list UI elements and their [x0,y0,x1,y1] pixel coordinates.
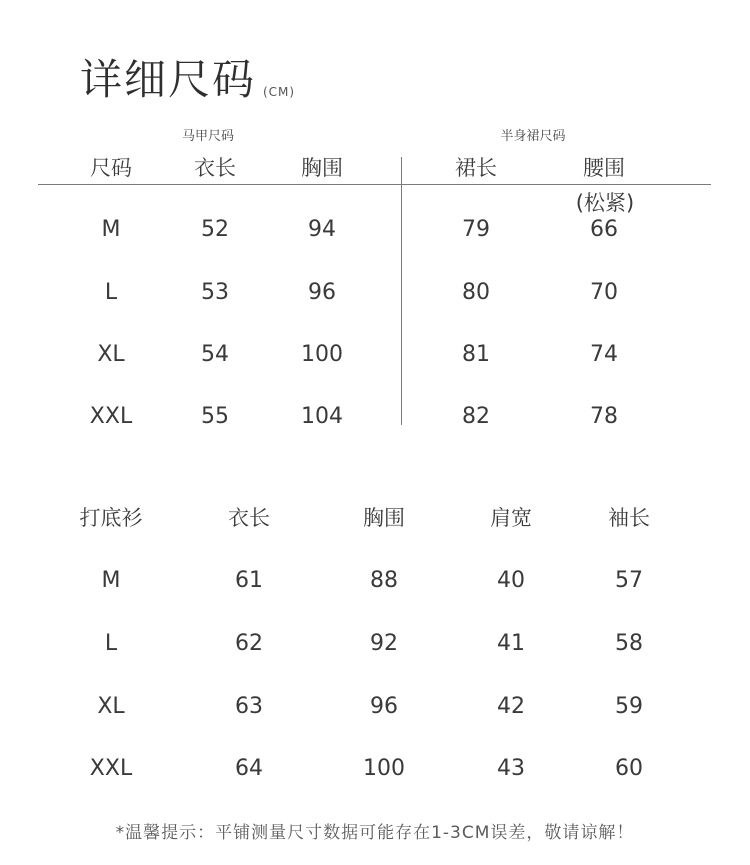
bottom-cell-length: 61 [235,568,263,593]
bottom-cell-length: 63 [235,694,263,719]
measurement-disclaimer: *温馨提示：平铺测量尺寸数据可能存在1-3CM误差，敬请谅解！ [115,823,635,843]
top-cell-length: 54 [201,342,229,367]
bottom-cell-size: XXL [89,756,133,781]
top-cell-chest: 94 [308,217,336,242]
skirt-size-group-label: 半身裙尺码 [500,129,566,144]
top-header-length: 衣长 [194,156,236,180]
top-cell-chest: 100 [301,342,343,367]
bottom-cell-shoulder: 40 [497,568,525,593]
bottom-cell-length: 62 [235,631,263,656]
waist-elastic-note: (松紧) [575,191,635,215]
bottom-cell-size: XL [97,694,125,719]
bottom-header-sleeve: 袖长 [608,506,650,530]
bottom-cell-shoulder: 42 [497,694,525,719]
top-cell-length: 55 [201,404,229,429]
top-cell-waist: 70 [590,280,618,305]
bottom-cell-chest: 92 [370,631,398,656]
bottom-cell-chest: 96 [370,694,398,719]
bottom-cell-sleeve: 60 [615,756,643,781]
top-cell-chest: 96 [308,280,336,305]
top-header-waist: 腰围 [583,156,625,180]
top-cell-size: XL [97,342,125,367]
bottom-cell-length: 64 [235,756,263,781]
top-header-size: 尺码 [90,156,132,180]
table-vertical-divider [401,157,402,425]
header-divider-line [38,184,711,185]
top-cell-length: 53 [201,280,229,305]
top-cell-waist: 66 [590,217,618,242]
bottom-header-chest: 胸围 [363,506,405,530]
bottom-cell-size: M [101,568,121,593]
bottom-cell-size: L [104,631,118,656]
top-cell-size: M [101,217,121,242]
bottom-cell-sleeve: 57 [615,568,643,593]
bottom-cell-sleeve: 59 [615,694,643,719]
bottom-header-length: 衣长 [228,506,270,530]
bottom-header-basic-shirt: 打底衫 [79,506,143,530]
top-header-skirt-length: 裙长 [455,156,497,180]
top-cell-chest: 104 [301,404,343,429]
top-cell-skirt-length: 81 [462,342,490,367]
top-header-chest: 胸围 [301,156,343,180]
bottom-cell-sleeve: 58 [615,631,643,656]
bottom-cell-shoulder: 41 [497,631,525,656]
bottom-header-shoulder: 肩宽 [490,506,532,530]
top-cell-length: 52 [201,217,229,242]
top-cell-size: XXL [89,404,133,429]
top-cell-skirt-length: 82 [462,404,490,429]
bottom-cell-shoulder: 43 [497,756,525,781]
bottom-cell-chest: 100 [363,756,405,781]
top-cell-skirt-length: 80 [462,280,490,305]
page-title: 详细尺码 [80,55,257,104]
top-cell-waist: 74 [590,342,618,367]
vest-size-group-label: 马甲尺码 [181,129,235,144]
bottom-cell-chest: 88 [370,568,398,593]
top-cell-size: L [104,280,118,305]
top-cell-waist: 78 [590,404,618,429]
top-cell-skirt-length: 79 [462,217,490,242]
unit-label: (CM) [263,85,296,99]
